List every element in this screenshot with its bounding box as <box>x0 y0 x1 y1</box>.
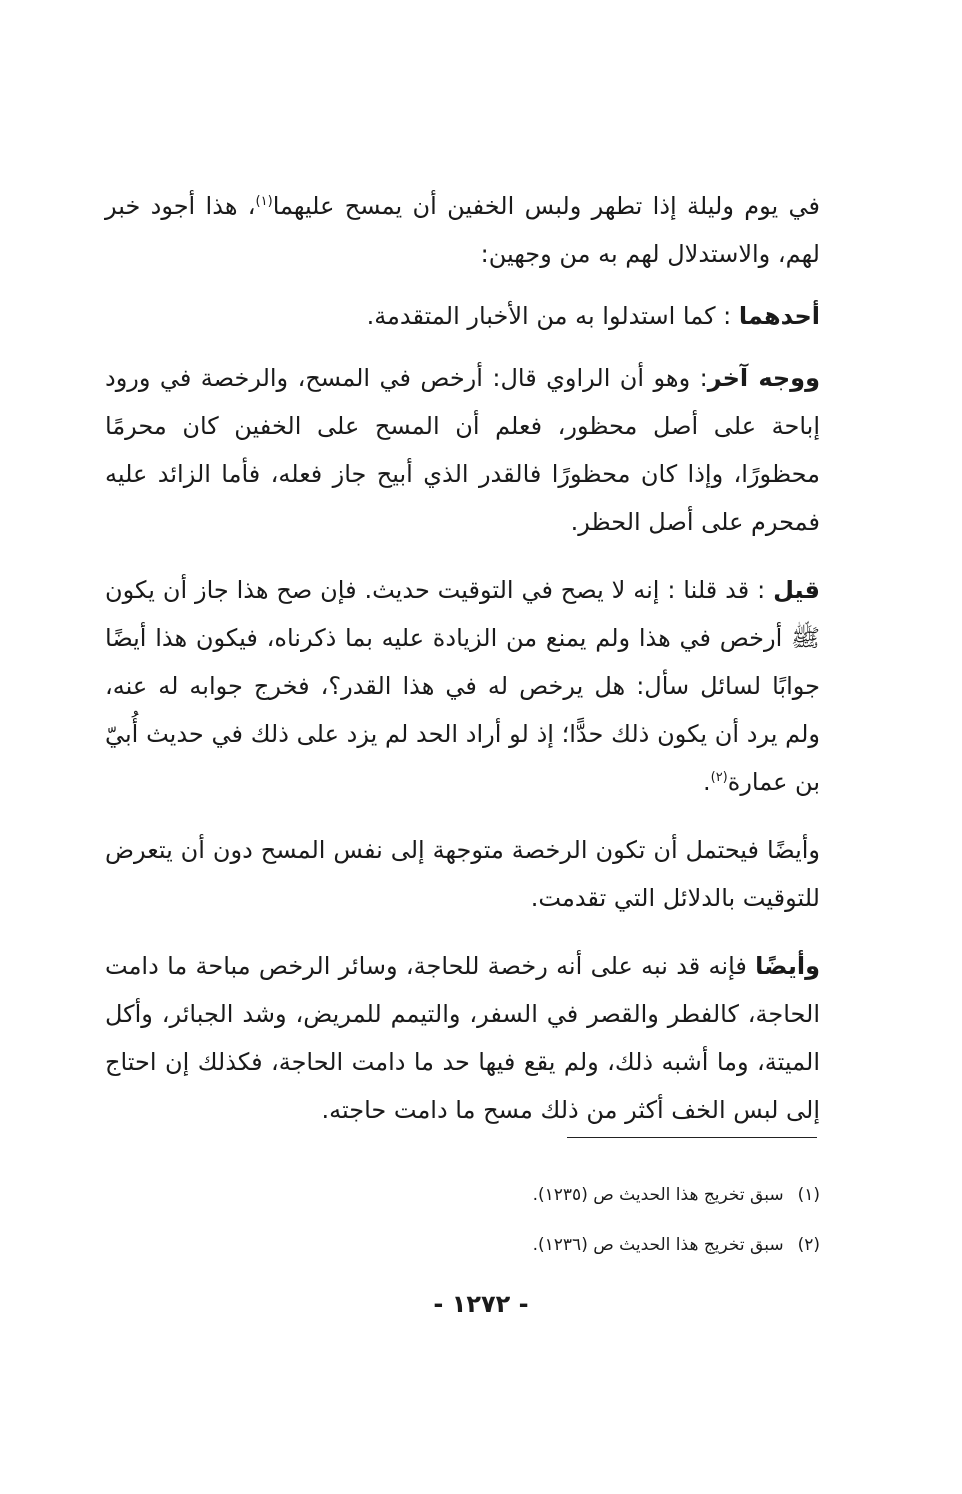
paragraph-1-tail: ، هذا أجود خبر لهم، والاستدلال لهم به من وجهين: <box>105 192 820 268</box>
paragraph-4 <box>105 566 820 806</box>
paragraph-2 <box>105 292 820 340</box>
paragraph-4-lead: قيل <box>773 576 820 604</box>
paragraph-4-tail: . <box>702 768 711 796</box>
paragraph-2-text: : كما استدلوا به من الأخبار المتقدمة. <box>366 302 739 330</box>
footnote-ref-2: (٢) <box>710 770 728 785</box>
main-text <box>105 182 820 1154</box>
paragraph-2-lead: أحدهما <box>738 302 820 330</box>
footnote-2-number: (٢) <box>797 1235 820 1255</box>
paragraph-1 <box>105 182 820 278</box>
paragraph-6-text: فإنه قد نبه على أنه رخصة للحاجة، وسائر الرخص مباحة ما دامت الحاجة، كالفطر والقصر في السفر، والتيمم للمريض، وشد الجبائر، وأكل الميتة، وما أشبه ذلك، ولم يقع فيها حد ما دامت الحاجة، فكذلك إن احتاج إلى لبس الخف أكثر من ذلك مسح ما دامت حاجته. <box>105 952 820 1124</box>
paragraph-4-text: : قد قلنا : إنه لا يصح في التوقيت حديث. فإن صح هذا جاز أن يكون ﷺ أرخص في هذا ولم يمنع من الزيادة عليه بما ذكرناه، فيكون هذا أيضًا جوابًا لسائل سأل: هل يرخص له في هذا القدر؟، فخرج جوابه له عنه، ولم يرد أن يكون ذلك حدًّا؛ إذ لو أراد الحد لم يزد على ذلك في حديث أُبيّ بن عمارة <box>105 576 820 796</box>
footnote-1-text: سبق تخريج هذا الحديث ص (١٢٣٥). <box>532 1185 784 1205</box>
paragraph-3-lead: ووجه آخر <box>707 364 821 392</box>
footnote-divider <box>567 1137 817 1138</box>
paragraph-1-text: في يوم وليلة إذا تطهر ولبس الخفين أن يمسح عليهما <box>272 192 820 220</box>
paragraph-5 <box>105 826 820 922</box>
paragraph-3 <box>105 354 820 546</box>
footnote-ref-1: (١) <box>255 194 273 209</box>
page-number: - ١٢٧٢ - <box>433 1290 529 1318</box>
paragraph-3-text: : وهو أن الراوي قال: أرخص في المسح، والرخصة في ورود إباحة على أصل محظور، فعلم أن المسح على الخفين كان محرمًا محظورًا، وإذا كان محظورًا فالقدر الذي أبيح جاز فعله، فأما الزائد عليه فمحرم على أصل الحظر. <box>105 364 820 536</box>
paragraph-6 <box>105 942 820 1134</box>
paragraph-5-text: وأيضًا فيحتمل أن تكون الرخصة متوجهة إلى نفس المسح دون أن يتعرض للتوقيت بالدلائل التي تقدمت. <box>105 836 820 912</box>
paragraph-6-lead: وأيضًا <box>755 952 820 980</box>
footnote-1-number: (١) <box>797 1185 820 1205</box>
footnote-2-text: سبق تخريج هذا الحديث ص (١٢٣٦). <box>532 1235 784 1255</box>
footnote-1 <box>105 1170 820 1220</box>
footnotes <box>105 1170 820 1270</box>
footnote-2 <box>105 1220 820 1270</box>
